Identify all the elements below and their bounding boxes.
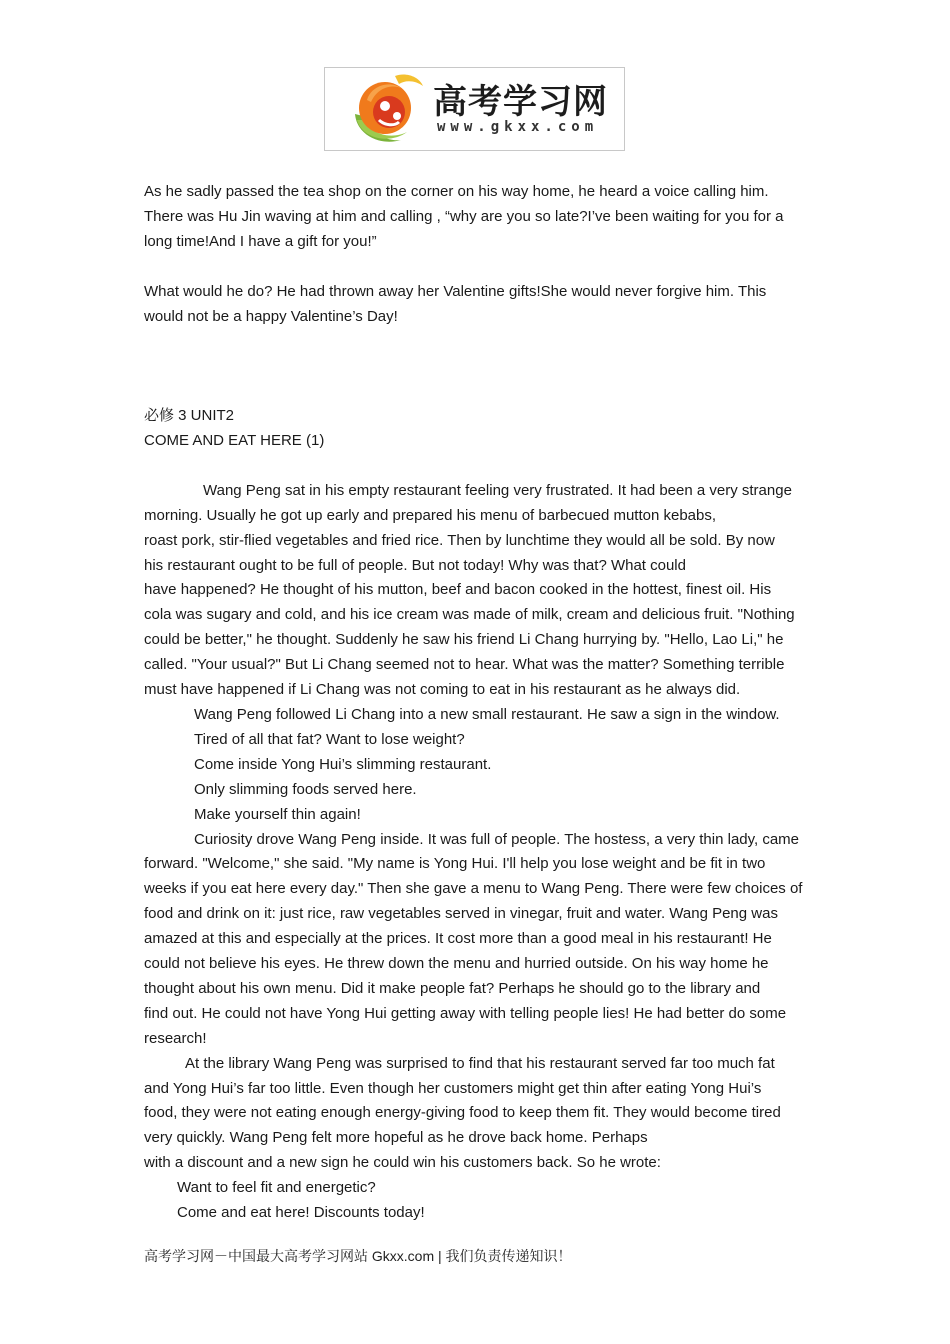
text-line: Wang Peng followed Li Chang into a new small restaurant. He saw a sign in the window.	[194, 705, 780, 723]
text-line: cola was sugary and cold, and his ice cream was made of milk, cream and delicious fruit. "Nothing	[144, 606, 795, 624]
text-line: food, they were not eating enough energy-giving food to keep them fit. They would become tired	[144, 1104, 781, 1122]
paragraph	[144, 280, 814, 330]
logo-title: 高考学习网	[433, 82, 608, 122]
paragraph	[144, 180, 814, 255]
text-line: could be better," he thought. Suddenly he saw his friend Li Chang hurrying by. "Hello, Lao Li," he	[144, 631, 784, 649]
paragraph	[144, 479, 814, 703]
text-line: called. "Your usual?" But Li Chang seemed not to hear. What was the matter? Something terrible	[144, 656, 785, 674]
sign-line: Only slimming foods served here.	[194, 780, 417, 798]
sign-line: Want to feel fit and energetic?	[177, 1179, 376, 1197]
text-line: Curiosity drove Wang Peng inside. It was full of people. The hostess, a very thin lady, came	[194, 830, 800, 848]
text-line: must have happened if Li Chang was not coming to eat in his restaurant as he always did.	[144, 681, 741, 699]
site-logo	[324, 67, 625, 151]
unit-label: 必修 3 UNIT2	[144, 407, 235, 425]
text-line: What would he do? He had thrown away her Valentine gifts!She would never forgive him. This	[144, 282, 767, 300]
unit-heading	[144, 404, 814, 454]
text-line: There was Hu Jin waving at him and calling , “why are you so late?I’ve been waiting for you for a	[144, 207, 784, 225]
document-body	[144, 180, 814, 1226]
text-line: food and drink on it: just rice, raw vegetables served in vinegar, fruit and water. Wang Peng was	[144, 905, 778, 923]
text-line: long time!And I have a gift for you!”	[144, 232, 377, 250]
sign-line: Come and eat here! Discounts today!	[177, 1204, 425, 1222]
lesson-title: COME AND EAT HERE (1)	[144, 432, 325, 450]
text-line: roast pork, stir-flied vegetables and fried rice. Then by lunchtime they would all be sold. By now	[144, 531, 775, 549]
paragraph	[144, 1052, 814, 1177]
text-line: amazed at this and especially at the prices. It cost more than a good meal in his restaurant! He	[144, 930, 772, 948]
sign-text	[144, 1176, 814, 1226]
sign-line: Tired of all that fat? Want to lose weight?	[194, 730, 465, 748]
text-line: with a discount and a new sign he could win his customers back. So he wrote:	[144, 1154, 661, 1172]
logo-url: www.gkxx.com	[437, 119, 599, 135]
text-line: forward. "Welcome," she said. "My name is Yong Hui. I'll help you lose weight and be fit in two	[144, 855, 766, 873]
sign-line: Make yourself thin again!	[194, 805, 361, 823]
text-line: could not believe his eyes. He threw down the menu and hurried outside. On his way home he	[144, 955, 769, 973]
text-line: As he sadly passed the tea shop on the corner on his way home, he heard a voice calling him.	[144, 183, 769, 200]
text-line: At the library Wang Peng was surprised to find that his restaurant served far too much fat	[185, 1054, 775, 1072]
sign-line: Come inside Yong Hui’s slimming restaurant.	[194, 755, 492, 773]
sign-text	[144, 728, 814, 828]
page-footer: 高考学习网－中国最大高考学习网站 Gkxx.com | 我们负责传递知识！	[144, 1248, 572, 1264]
paragraph	[144, 828, 814, 1052]
text-line: morning. Usually he got up early and prepared his menu of barbecued mutton kebabs,	[144, 506, 717, 524]
text-line: would not be a happy Valentine’s Day!	[144, 307, 398, 325]
logo-emblem-icon	[345, 70, 429, 148]
text-line: find out. He could not have Yong Hui getting away with telling people lies! He had better do some	[144, 1004, 787, 1022]
text-line: research!	[144, 1029, 207, 1047]
text-line: very quickly. Wang Peng felt more hopeful as he drove back home. Perhaps	[144, 1129, 648, 1147]
text-line: have happened? He thought of his mutton, beef and bacon cooked in the hottest, finest oil. His	[144, 581, 772, 599]
text-line: his restaurant ought to be full of people. But not today! Why was that? What could	[144, 556, 686, 574]
text-line: thought about his own menu. Did it make people fat? Perhaps he should go to the library and	[144, 979, 761, 997]
paragraph	[144, 703, 814, 728]
text-line: Wang Peng sat in his empty restaurant feeling very frustrated. It had been a very strange	[203, 481, 792, 499]
text-line: and Yong Hui’s far too little. Even though her customers might get thin after eating Yong Hui’s	[144, 1079, 762, 1097]
text-line: weeks if you eat here every day." Then she gave a menu to Wang Peng. There were few choices of	[144, 880, 803, 898]
